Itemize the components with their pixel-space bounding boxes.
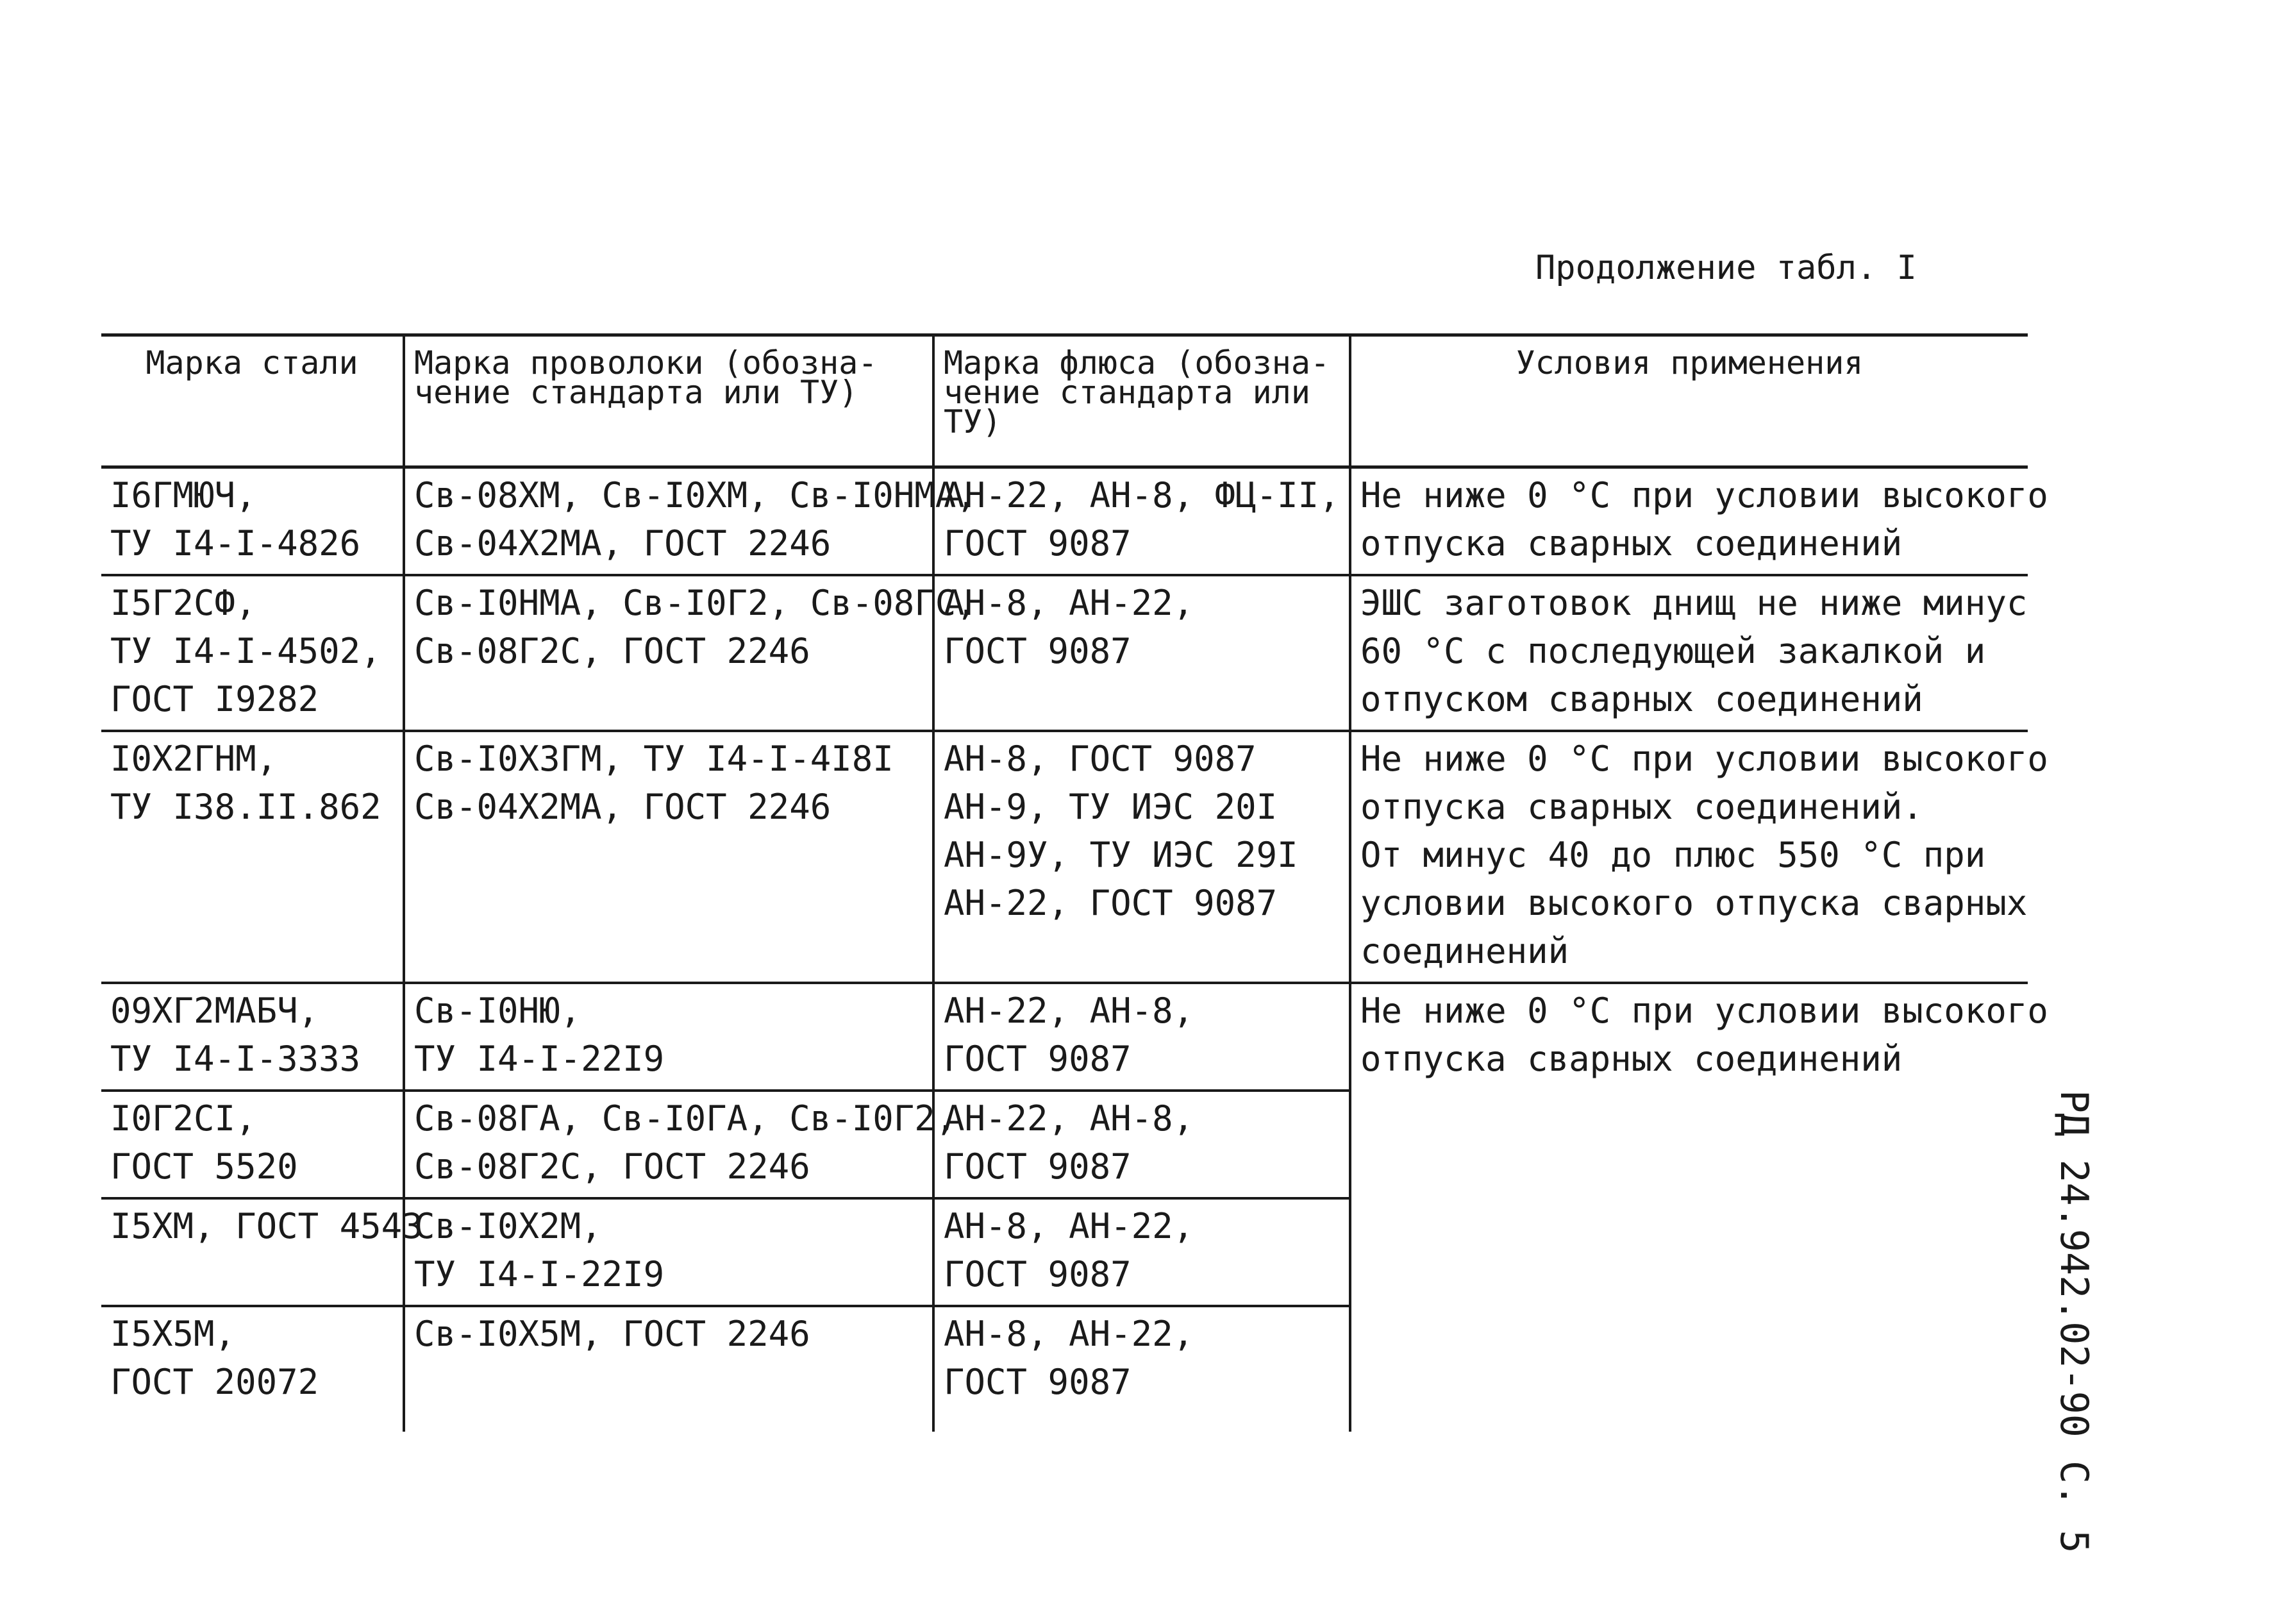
- cell-flux: [933, 575, 1350, 731]
- cell-line: I0Г2СI,: [110, 1098, 256, 1139]
- cell-line: отпуска сварных соединений.: [1360, 787, 1923, 827]
- cell-line: Не ниже 0 °С при условии высокого: [1360, 739, 2048, 779]
- cell-steel: [101, 575, 404, 731]
- cell-line: I5Г2СФ,: [110, 583, 256, 623]
- cell-wire: [404, 575, 977, 731]
- cell-line: АН-22, АН-8,: [944, 991, 1194, 1031]
- cell-line: Св-08ХМ, Св-I0ХМ, Св-I0НМА,: [414, 475, 977, 515]
- cell-line: отпуском сварных соединений: [1360, 679, 1923, 719]
- table-header-row: [101, 335, 2028, 467]
- table-row: [101, 731, 2028, 983]
- cell-line: Св-I0НМА, Св-I0Г2, Св-08ГС,: [414, 583, 977, 623]
- cell-wire: [404, 467, 977, 576]
- cell-line: АН-8, АН-22,: [944, 1314, 1194, 1354]
- cell-line: ГОСТ I9282: [110, 679, 319, 719]
- cell-line: I0Х2ГНМ,: [110, 739, 278, 779]
- cell-wire: [404, 983, 933, 1091]
- header-line: ТУ): [944, 403, 1002, 440]
- cell-line: ГОСТ 9087: [944, 523, 1132, 564]
- cell-line: Св-08ГА, Св-I0ГА, Св-I0Г2,: [414, 1098, 956, 1139]
- cell-line: АН-9, ТУ ИЭС 20I: [944, 787, 1278, 827]
- cell-line: Св-I0Х2М,: [414, 1206, 602, 1246]
- cell-line: Св-08Г2С, ГОСТ 2246: [414, 631, 810, 671]
- cell-conditions: [1350, 467, 2048, 576]
- table-caption: Продолжение табл. I: [1535, 249, 1917, 287]
- cell-steel: [101, 983, 404, 1091]
- cell-line: АН-8, АН-22,: [944, 1206, 1194, 1246]
- cell-wire: [404, 731, 933, 983]
- cell-line: От минус 40 до плюс 550 °С при: [1360, 835, 1986, 875]
- header-conditions: [1350, 335, 2028, 467]
- cell-conditions: [1350, 983, 2048, 1432]
- table-row: [101, 467, 2028, 576]
- cell-line: ГОСТ 9087: [944, 1146, 1132, 1187]
- cell-line: I5ХМ, ГОСТ 4543: [110, 1206, 423, 1246]
- table-row: [101, 983, 2028, 1091]
- cell-steel: [101, 1091, 404, 1198]
- cell-line: ТУ I38.II.862: [110, 787, 381, 827]
- cell-line: соединений: [1360, 931, 1569, 971]
- cell-line: ТУ I4-I-22I9: [414, 1254, 665, 1294]
- cell-line: ГОСТ 9087: [944, 631, 1132, 671]
- cell-line: ГОСТ 9087: [944, 1039, 1132, 1079]
- cell-line: I6ГМЮЧ,: [110, 475, 256, 515]
- cell-wire: [404, 1091, 956, 1198]
- cell-line: I5Х5М,: [110, 1314, 236, 1354]
- cell-conditions: [1350, 731, 2048, 983]
- cell-line: 09ХГ2МАБЧ,: [110, 991, 319, 1031]
- cell-line: АН-9У, ТУ ИЭС 29I: [944, 835, 1298, 875]
- cell-line: ГОСТ 9087: [944, 1362, 1132, 1402]
- cell-line: ЭШС заготовок днищ не ниже минус: [1360, 583, 2028, 623]
- cell-line: АН-22, ГОСТ 9087: [944, 883, 1278, 923]
- steel-welding-table: [101, 333, 2048, 1432]
- cell-line: Не ниже 0 °С при условии высокого: [1360, 475, 2048, 515]
- header-line: Марка флюса (обозна-: [944, 344, 1330, 381]
- cell-line: ТУ I4-I-4502,: [110, 631, 381, 671]
- header-line: Марка проволоки (обозна-: [414, 344, 878, 381]
- cell-line: Не ниже 0 °С при условии высокого: [1360, 991, 2048, 1031]
- header-wire-grade: [404, 335, 933, 467]
- cell-steel: [101, 731, 404, 983]
- cell-line: АН-8, АН-22,: [944, 583, 1194, 623]
- cell-line: отпуска сварных соединений: [1360, 523, 1903, 564]
- cell-line: ТУ I4-I-22I9: [414, 1039, 665, 1079]
- cell-steel: [101, 467, 404, 576]
- cell-line: условии высокого отпуска сварных: [1360, 883, 2028, 923]
- header-line: Условия применения: [1516, 344, 1864, 381]
- cell-steel: [101, 1198, 423, 1306]
- cell-line: ГОСТ 20072: [110, 1362, 319, 1402]
- header-line: Марка стали: [146, 344, 358, 381]
- table-row: [101, 575, 2028, 731]
- cell-line: Св-I0НЮ,: [414, 991, 581, 1031]
- cell-line: АН-22, АН-8, ФЦ-II,: [944, 475, 1340, 515]
- header-line: чение стандарта или: [944, 374, 1310, 411]
- cell-line: Св-08Г2С, ГОСТ 2246: [414, 1146, 810, 1187]
- header-steel-grade: [101, 335, 404, 467]
- cell-flux: [933, 1198, 1350, 1306]
- cell-line: Св-I0Х5М, ГОСТ 2246: [414, 1314, 810, 1354]
- cell-flux: [933, 983, 1350, 1091]
- cell-line: Св-04Х2МА, ГОСТ 2246: [414, 523, 831, 564]
- cell-line: отпуска сварных соединений: [1360, 1039, 1903, 1079]
- cell-line: ГОСТ 9087: [944, 1254, 1132, 1294]
- cell-flux: [933, 731, 1350, 983]
- cell-line: 60 °С с последующей закалкой и: [1360, 631, 1986, 671]
- cell-conditions: [1350, 575, 2028, 731]
- document-code-label: РД 24.942.02-90 С. 5: [2051, 1090, 2096, 1553]
- header-line: чение стандарта или ТУ): [414, 374, 858, 411]
- cell-steel: [101, 1306, 404, 1432]
- cell-line: АН-8, ГОСТ 9087: [944, 739, 1257, 779]
- cell-flux: [933, 467, 1350, 576]
- cell-flux: [933, 1091, 1350, 1198]
- cell-wire: [404, 1306, 933, 1432]
- cell-line: АН-22, АН-8,: [944, 1098, 1194, 1139]
- cell-line: ТУ I4-I-3333: [110, 1039, 361, 1079]
- cell-line: Св-I0Х3ГМ, ТУ I4-I-4I8I: [414, 739, 894, 779]
- header-flux-grade: [933, 335, 1350, 467]
- cell-wire: [404, 1198, 933, 1306]
- cell-line: Св-04Х2МА, ГОСТ 2246: [414, 787, 831, 827]
- cell-line: ГОСТ 5520: [110, 1146, 298, 1187]
- cell-flux: [933, 1306, 1350, 1432]
- cell-line: ТУ I4-I-4826: [110, 523, 361, 564]
